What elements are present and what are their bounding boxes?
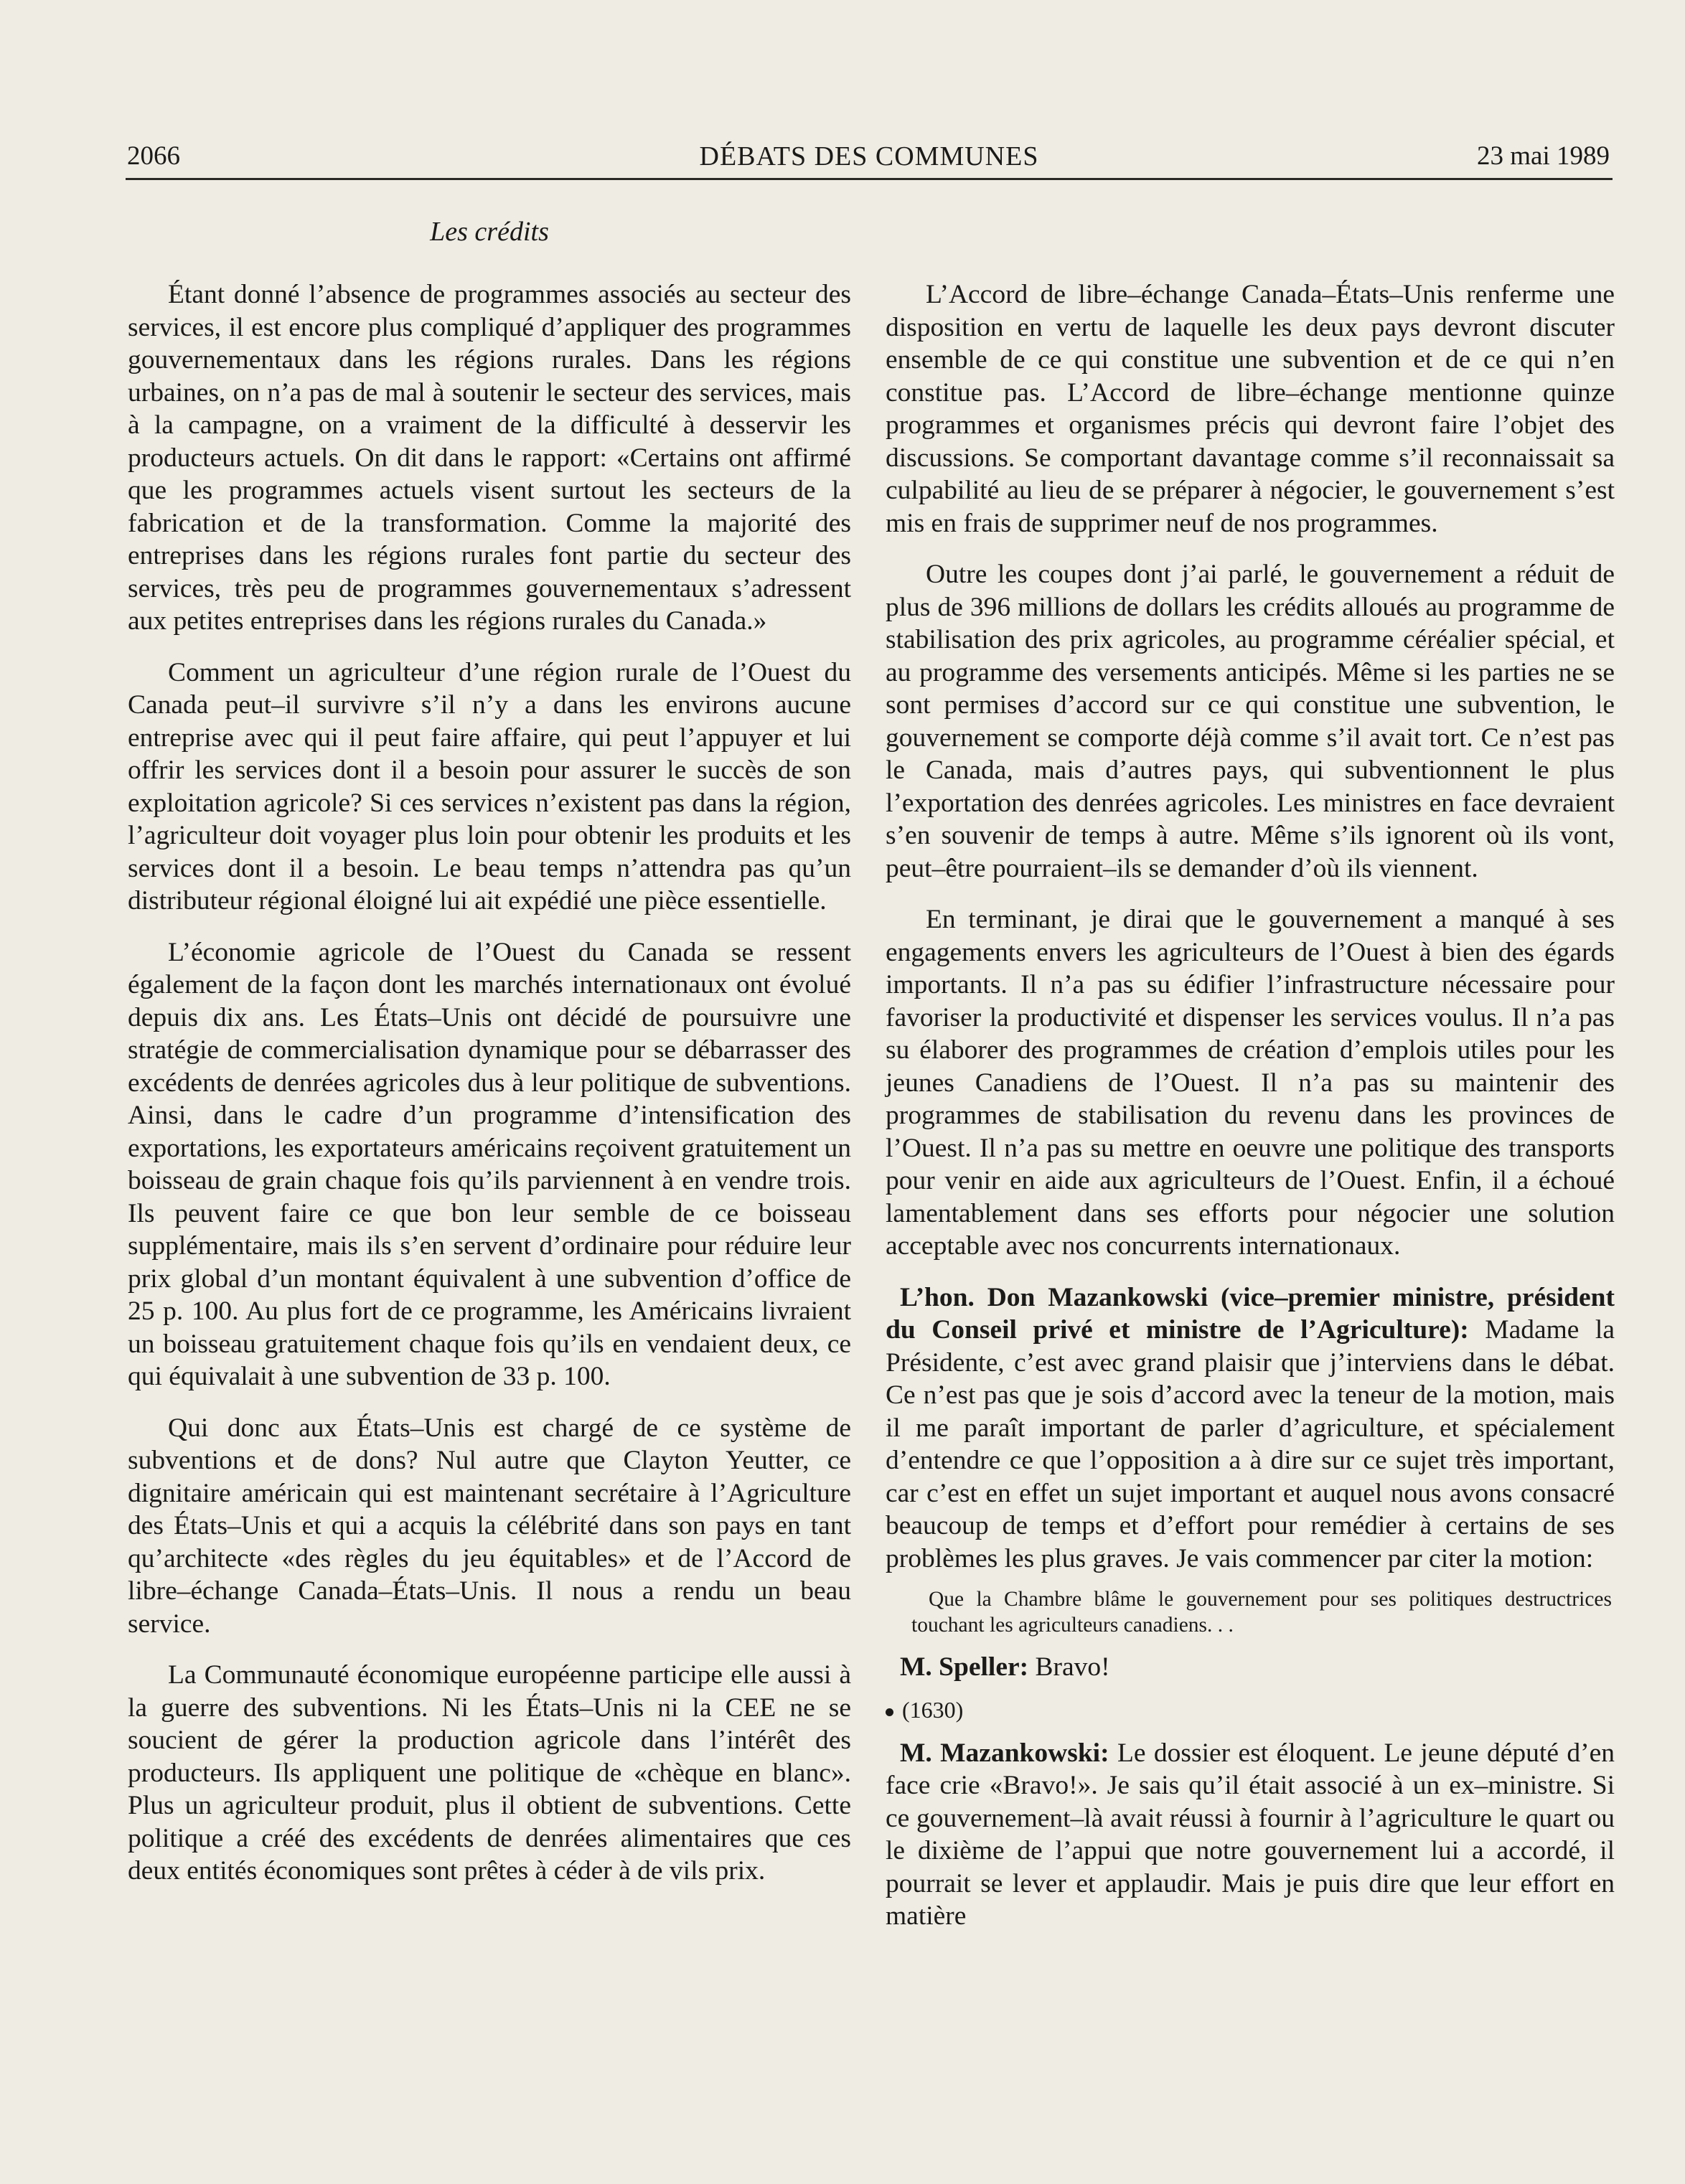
paragraph: La Communauté économique européenne participe elle aussi à la guerre des subventions. Ni les États–Unis ni la CEE ne se soucient de gérer la production agricole dans l’intérêt des producteurs. Ils appliquent une politique de «chèque en blanc». Plus un agriculteur produit, plus il obtient de subventions. Cette politique a créé des excédents de denrées alimentaires que ces deux entités économiques sont prêtes à céder à de vils prix. [128,1660,851,1886]
publication-date: 23 mai 1989 [1477,141,1610,171]
speaker-name: M. Speller: [900,1652,1029,1682]
left-column [128,215,851,1906]
speech-mazankowski [886,1281,1615,1576]
speech-speller [886,1651,1615,1684]
paragraph: Étant donné l’absence de programmes associés au secteur des services, il est encore plus compliqué d’appliquer des programmes gouvernementaux dans les régions rurales. Dans les régions urbaines, on n’a pas de mal à soutenir le secteur des services, mais à la campagne, on a vraiment de la difficulté à desservir les producteurs actuels. On dit dans le rapport: «Certains ont affirmé que les programmes actuels visent surtout les secteurs de la fabrication et de la transformation. Comme la majorité des entreprises dans les régions rurales font partie du secteur des services, très peu de programmes gouvernementaux s’adressent aux petites entreprises dans les régions rurales du Canada.» [128,280,851,636]
paragraph: L’économie agricole de l’Ouest du Canada se ressent également de la façon dont les marchés internationaux ont évolué depuis dix ans. Les États–Unis ont décidé de poursuivre une stratégie de commercialisation dynamique pour se débarrasser des excédents de denrées agricoles dus à leur politique de subventions. Ainsi, dans le cadre d’un programme d’intensification des exportations, les exportateurs américains reçoivent gratuitement un boisseau de grain chaque fois qu’ils parviennent à en vendre trois. Ils peuvent faire ce que bon leur semble de ce boisseau supplémentaire, mais ils s’en servent d’ordinaire pour réduire leur prix global d’un montant équivalent à une subvention d’office de 25 p. 100. Au plus fort de ce programme, les Américains livraient un boisseau gratuitement chaque fois qu’ils en vendaient deux, ce qui équivalait à une subvention de 33 p. 100. [128,937,851,1391]
page-number: 2066 [127,141,180,171]
section-title: Les crédits [430,217,549,247]
paragraph: Qui donc aux États–Unis est chargé de ce système de subventions et de dons? Nul autre que Clayton Yeutter, ce dignitaire américain qui est maintenant secrétaire à l’Agriculture des États–Unis et qui a acquis la célébrité dans son pays en tant qu’architecte «des règles du jeu équitables» et de l’Accord de libre–échange Canada–États–Unis. Il nous a rendu un beau service. [128,1413,851,1639]
speech-text: Madame la Présidente, c’est avec grand plaisir que j’interviens dans le débat. Ce n’est pas que je sois d’accord avec la teneur de la motion, mais il me paraît important de parler d’agriculture, et spécialement d’entendre ce que l’opposition a à dire sur ce sujet très important, car c’est en effet un sujet important et auquel nous avons consacré beaucoup de temps et d’effort pour remédier à certains de ses problèmes les plus graves. Je vais commencer par citer la motion: [886,1315,1615,1573]
motion-quote: Que la Chambre blâme le gouvernement pour ses politiques destructrices touchant les agriculteurs canadiens. . . [911,1588,1612,1637]
bullet-icon [886,1708,893,1716]
speech-text: Le dossier est éloquent. Le jeune député d’en face crie «Bravo!». Je sais qu’il était associé à un ex–ministre. Si ce gouvernement–là avait réussi à fournir à l’agriculture le quart ou le dixième de l’appui que notre gouvernement lui a accordé, il pourrait se lever et applaudir. Mais je puis dire que leur effort en matière [886,1738,1615,1931]
speech-mazankowski-2 [886,1737,1615,1933]
paragraph: Comment un agriculteur d’une région rurale de l’Ouest du Canada peut–il survivre s’il n’y a dans les environs aucune entreprise avec qui il peut faire affaire, qui peut l’appuyer et lui offrir les services dont il a besoin pour assurer le succès de son exploitation agricole? Si ces services n’existent pas dans la région, l’agriculteur doit voyager plus loin pour obtenir les produits et les services dont il a besoin. Le beau temps n’attendra pas qu’un distributeur régional éloigné lui ait expédié une pièce essentielle. [128,657,851,916]
page-header [126,141,1613,180]
speech-text: Bravo! [1035,1652,1110,1682]
paragraph: Outre les coupes dont j’ai parlé, le gouvernement a réduit de plus de 396 millions de dollars les crédits alloués au programme de stabilisation des prix agricoles, au programme céréalier spécial, et au programme des versements anticipés. Même si les parties ne se sont permises d’accord sur ce qui constitue une subvention, le gouvernement se comporte déjà comme s’il avait tort. Ce n’est pas le Canada, mais d’autres pays, qui subventionnent le plus l’exportation des denrées agricoles. Les ministres en face devraient s’en souvenir de temps à autre. Même s’ils ignorent où ils vont, peut–être pourraient–ils se demander d’où ils viennent. [886,560,1615,883]
speaker-name: M. Mazankowski: [900,1738,1109,1768]
timestamp [886,1695,1615,1724]
right-column [886,278,1615,1944]
paragraph: En terminant, je dirai que le gouvernement a manqué à ses engagements envers les agriculteurs de l’Ouest à bien des égards importants. Il n’a pas su édifier l’infrastructure nécessaire pour favoriser la productivité et dispenser les services voulus. Il n’a pas su élaborer des programmes de création d’emplois utiles pour les jeunes Canadiens de l’Ouest. Il n’a pas su maintenir des programmes de stabilisation du revenu dans les provinces de l’Ouest. Il n’a pas su mettre en oeuvre une politique des transports pour venir en aide aux agriculteurs de l’Ouest. Enfin, il a échoué lamentablement dans ses efforts pour négocier une solution acceptable avec nos concurrents internationaux. [886,905,1615,1261]
publication-title: DÉBATS DES COMMUNES [699,141,1039,171]
speaker-name: L’hon. Don Mazankowski (vice–premier ministre, président du Conseil privé et ministre de l’Agriculture): [886,1282,1615,1345]
paragraph: L’Accord de libre–échange Canada–États–Unis renferme une disposition en vertu de laquelle les deux pays devront discuter ensemble de ce qui constitue une subvention et de ce qui n’en constitue pas. L’Accord de libre–échange mentionne quinze programmes et organismes précis qui devront faire l’objet des discussions. Se comportant davantage comme s’il reconnaissait sa culpabilité au lieu de se préparer à négocier, le gouvernement s’est mis en frais de supprimer neuf de nos programmes. [886,280,1615,538]
timestamp-text: (1630) [902,1696,964,1723]
